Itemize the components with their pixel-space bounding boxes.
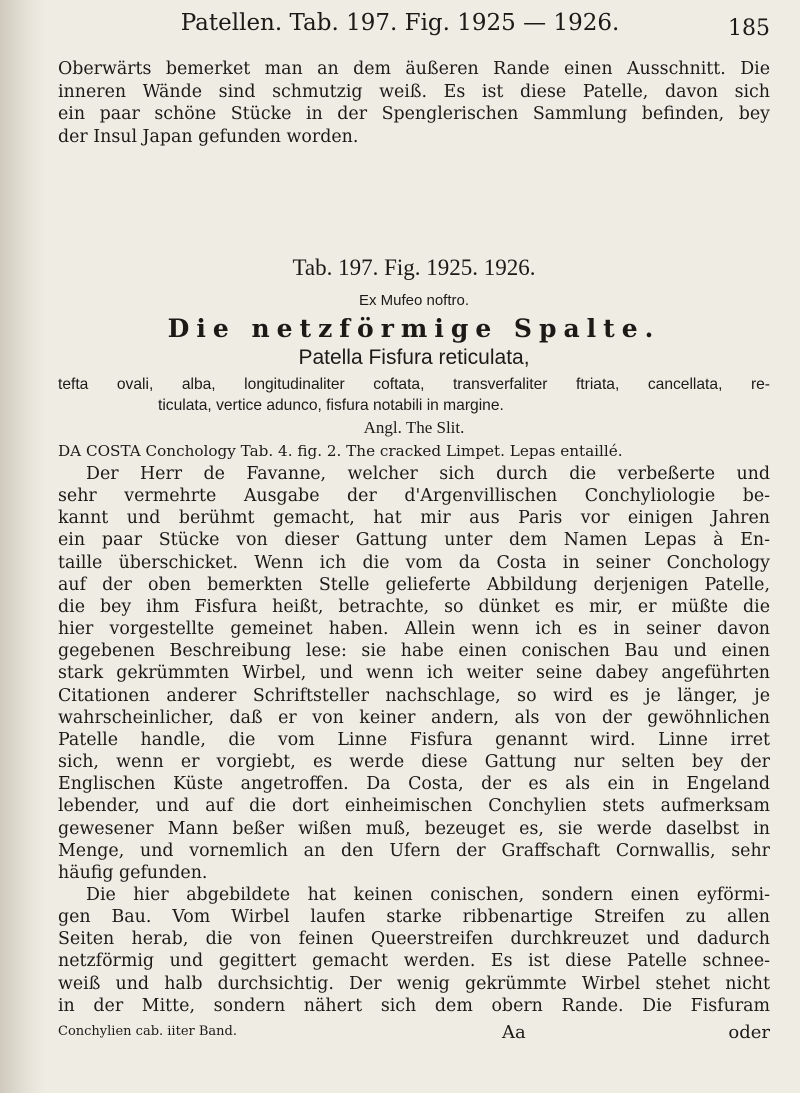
text-line: ein paar schöne Stücke in der Spenglerischen Sammlung befinden, bey [58,104,770,125]
plate-heading: Tab. 197. Fig. 1925. 1926. [292,255,536,280]
text-line: weiß und halb durchsichtig. Der wenig gekrümmte Wirbel stehet nicht [58,973,770,994]
reference-line [58,440,770,463]
page-header [90,10,770,46]
binding-shadow [0,0,46,1093]
text-line: Die hier abgebildete hat keinen conischen, sondern einen eyförmi- [86,884,770,905]
text-line: Patelle handle, die vom Linne Fisfura genannt wird. Linne irret [58,729,770,750]
page-number: 185 [728,16,770,41]
text-line: ticulata, vertice adunco, fisfura notabili in margine. [158,397,504,414]
text-line: häufig gefunden. [58,862,208,883]
text-line: in der Mitte, sondern nähert sich dem obern Rande. Die Fisfuram [58,995,770,1016]
text-line: gewesener Mann beßer wißen muß, bezeuget es, sie werde daselbst in [58,818,770,839]
text-line: taille überschicket. Wenn ich die vom da Costa in seiner Conchology [58,552,770,573]
english-name: Angl. The Slit. [363,418,465,437]
text-line: gen Bau. Vom Wirbel laufen starke ribbenartige Streifen zu allen [58,907,770,928]
text-line: DA COSTA Conchology Tab. 4. fig. 2. The cracked Limpet. Lepas entaillé. [58,442,623,460]
catchword: oder [728,1022,770,1043]
text-line: Citationen anderer Schriftsteller nachschlage, so wird es je länger, je [58,685,770,706]
text-line: Seiten herab, die von feinen Queerstreifen durchkreuzet und dadurch [58,929,770,950]
text-line: auf der oben bemerkten Stelle gelieferte Abbildung derjenigen Patelle, [58,574,770,595]
printer-signature: Conchylien cab. iiter Band. [58,1024,237,1039]
body-text [58,463,770,1017]
species-latin-name: Patella Fisfura reticulata, [298,346,530,369]
intro-paragraph [58,58,770,148]
text-line: kannt und berühmt gemacht, hat mir aus Paris vor einigen Jahren [58,508,770,529]
text-line: sich, wenn er vorgiebt, es werde diese Gattung nur selten bey der [58,752,770,773]
text-line: gegebenen Beschreibung lese: sie habe einen conischen Bau und einen [58,641,770,662]
text-line: tefta ovali, alba, longitudinaliter coftata, transverfaliter ftriata, cancellata, re- [58,376,770,393]
text-line: Oberwärts bemerket man an dem äußeren Rande einen Ausschnitt. Die [58,59,770,79]
text-line: sehr vermehrte Ausgabe der d'Argenvillischen Conchyliologie be- [58,486,770,507]
text-line: hier vorgestellte gemeinet haben. Allein wenn ich es in seiner davon [58,619,770,640]
text-line: lebender, und auf die dort einheimischen Conchylien stets aufmerksam [58,796,770,817]
text-line: Der Herr de Favanne, welcher sich durch die verbeßerte und [86,464,770,484]
text-line: ein paar Stücke von dieser Gattung unter dem Namen Lepas à En- [58,530,770,551]
signature-mark: Aa [502,1022,526,1043]
text-line: die bey ihm Fisfura heißt, betrachte, so dünket es mir, er müßte die [58,596,770,617]
latin-description [58,374,770,416]
running-head: Patellen. Tab. 197. Fig. 1925 — 1926. [180,10,620,36]
collection-note: Ex Mufeo noftro. [358,292,470,309]
text-line: Englischen Küste angetroffen. Da Costa, der es als ein in Engeland [58,774,770,795]
species-german-title: Die netzförmige Spalte. [167,314,661,343]
text-line: Menge, und vornemlich an den Ufern der Graffschaft Cornwallis, sehr [58,840,770,861]
text-line: stark gekrümmten Wirbel, und wenn ich weiter seine dabey angeführten [58,663,770,684]
page-footer [58,1022,770,1046]
text-line: inneren Wände sind schmutzig weiß. Es ist diese Patelle, davon sich [58,81,770,102]
text-line: wahrscheinlicher, daß er von keiner andern, als von der gewöhnlichen [58,707,770,728]
text-line: netzförmig und gegittert gemacht werden. Es ist diese Patelle schnee- [58,951,770,972]
text-line: der Insul Japan gefunden worden. [58,126,359,147]
